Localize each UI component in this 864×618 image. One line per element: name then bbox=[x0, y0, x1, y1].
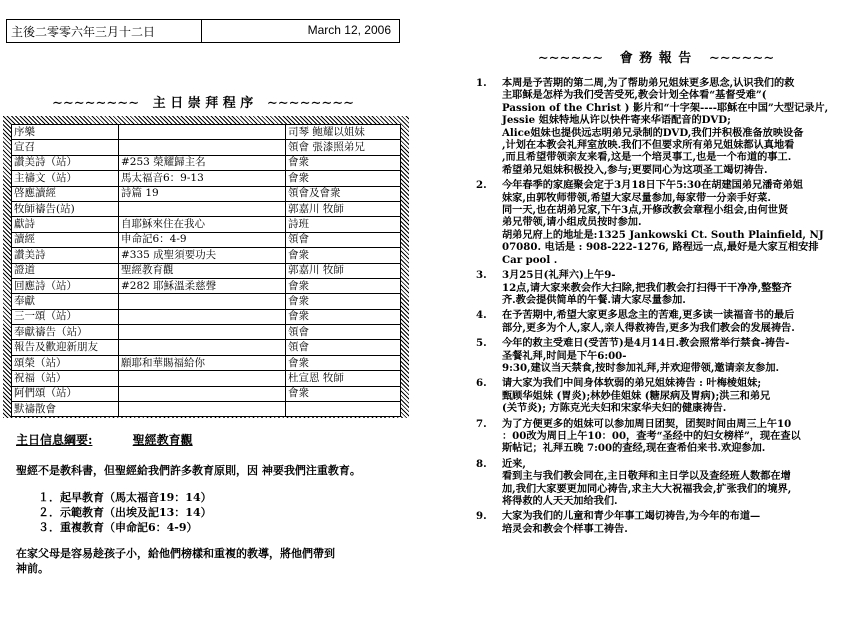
service-item: 證道 bbox=[12, 263, 119, 278]
service-leader: 會衆 bbox=[286, 386, 401, 401]
service-item: 阿們頌（站） bbox=[12, 386, 119, 401]
service-content bbox=[119, 125, 286, 140]
service-item: 主禱文（站） bbox=[12, 171, 119, 186]
service-item: 祝福（站） bbox=[12, 371, 119, 386]
service-content bbox=[119, 371, 286, 386]
service-content bbox=[119, 294, 286, 309]
service-content: 詩篇 19 bbox=[119, 186, 286, 201]
service-content bbox=[119, 309, 286, 324]
announcement-text bbox=[502, 309, 846, 334]
date-chinese: 主後二零零六年三月十二日 bbox=[7, 20, 202, 42]
announcement-number: 5. bbox=[476, 337, 487, 350]
announcement-item bbox=[476, 458, 846, 508]
service-order-row bbox=[12, 125, 401, 140]
announcement-line: 培灵会和教会个样事工祷告. bbox=[502, 522, 628, 535]
announcement-line: 部分,更多为个人,家人,亲人得救祷告,更多为我们教会的发展祷告. bbox=[502, 321, 795, 334]
announcement-number: 6. bbox=[476, 377, 487, 390]
service-order-row bbox=[12, 140, 401, 155]
service-leader: 領會 bbox=[286, 340, 401, 355]
service-item: 奉獻 bbox=[12, 294, 119, 309]
service-order-row bbox=[12, 201, 401, 216]
announcement-line: 胡弟兄府上的地址是:1325 Jankowski Ct. South Plainfield, NJ bbox=[502, 228, 824, 241]
service-order-row bbox=[12, 186, 401, 201]
service-order-row bbox=[12, 309, 401, 324]
announcement-item bbox=[476, 510, 846, 535]
service-order-row bbox=[12, 402, 401, 417]
service-item: 啓應讀經 bbox=[12, 186, 119, 201]
wave-ornament-right: ∼∼∼∼∼∼ bbox=[708, 51, 775, 66]
announcement-number: 9. bbox=[476, 510, 487, 523]
announcement-line: 为了方便更多的姐妹可以参加周日团契，团契时间由周三上午10 bbox=[502, 417, 792, 430]
service-content: #282 耶穌溫柔慈聲 bbox=[119, 278, 286, 293]
announcements-list bbox=[476, 77, 846, 538]
service-item: 奉獻禱告（站） bbox=[12, 325, 119, 340]
announcement-line: 今年春季的家庭聚会定于3月18日下午5:30在胡建国弟兄潘奇弟姐 bbox=[502, 179, 803, 192]
service-leader: 領會 bbox=[286, 325, 401, 340]
announcement-line: 斯帖记；礼拜五晚 7:00的查经,现在查希伯来书.欢迎参加. bbox=[502, 442, 766, 455]
announcement-line: 甄顾华姐妹 (胃炎);林妙佳姐妹 (糖尿病及胃病);洪三和弟兄 bbox=[502, 389, 771, 402]
service-item: 讀經 bbox=[12, 232, 119, 247]
announcement-number: 2. bbox=[476, 179, 487, 192]
service-content bbox=[119, 140, 286, 155]
service-leader: 郭嘉川 牧師 bbox=[286, 201, 401, 216]
announcement-line: 9:30,建议当天禁食,按时参加礼拜,并欢迎带领,邀请亲友参加. bbox=[502, 361, 780, 374]
date-english: March 12, 2006 bbox=[307, 23, 391, 37]
service-item: 牧師禱告(站) bbox=[12, 201, 119, 216]
service-order-table bbox=[11, 124, 401, 417]
sermon-point: ３．重複教育（申命記6：4-9） bbox=[38, 521, 198, 534]
service-order-row bbox=[12, 325, 401, 340]
service-leader bbox=[286, 402, 401, 417]
service-item: 回應詩（站） bbox=[12, 278, 119, 293]
service-item: 頌榮（站） bbox=[12, 355, 119, 370]
announcement-line: 加,我们大家要更加同心祷告,求主大大祝福我会,扩张我们的境界, bbox=[502, 482, 792, 495]
service-leader: 會衆 bbox=[286, 278, 401, 293]
announcements-title-text: 會 務 報 告 bbox=[619, 51, 693, 66]
announcement-item bbox=[476, 309, 846, 334]
sermon-outline-label: 主日信息綱要: bbox=[16, 433, 93, 447]
service-order-row bbox=[12, 386, 401, 401]
service-content bbox=[119, 201, 286, 216]
announcement-line: Jessie 姐妹特地从许以快件寄来华语配音的DVD; bbox=[502, 114, 731, 127]
announcement-item bbox=[476, 269, 846, 306]
service-leader: 會衆 bbox=[286, 355, 401, 370]
service-order-row bbox=[12, 171, 401, 186]
sermon-points bbox=[38, 490, 212, 535]
service-order-frame bbox=[3, 116, 409, 418]
announcement-text bbox=[502, 337, 846, 374]
service-order-row bbox=[12, 278, 401, 293]
service-order-row bbox=[12, 340, 401, 355]
announcement-line: 请大家为我们中间身体软弱的弟兄姐妹祷告 : 叶梅棱姐妹; bbox=[502, 377, 762, 390]
announcement-number: 4. bbox=[476, 309, 487, 322]
announcement-line: 希望弟兄姐妹积极投入,参与;更要同心为这项圣工竭切祷告. bbox=[502, 163, 768, 176]
service-item: 讚美詩（站） bbox=[12, 155, 119, 170]
service-content bbox=[119, 325, 286, 340]
announcement-line: 看到主与我们教会同在,主日敬拜和主日学以及查经班人数都在增 bbox=[502, 470, 791, 483]
service-order-row bbox=[12, 294, 401, 309]
announcement-line: 今年的救主受难日(受苦节)是4月14日.教会照常举行禁食-祷告- bbox=[502, 337, 790, 350]
service-item: 默禱散會 bbox=[12, 402, 119, 417]
service-content bbox=[119, 402, 286, 417]
sermon-topic: 聖經教育觀 bbox=[132, 433, 193, 447]
announcement-line: Alice姐妹也提供远志明弟兄录制的DVD,我们并积极准备放映设备 bbox=[502, 126, 804, 139]
announcement-line: 本周是予苦期的第二周,为了帮助弟兄姐妹更多思念,认识我们的救 bbox=[502, 77, 795, 89]
service-order-row bbox=[12, 355, 401, 370]
announcement-text bbox=[502, 179, 846, 266]
announcement-line: 妹家,由郭牧师带领,希望大家尽量参加,每家带一分亲手好菜. bbox=[502, 191, 771, 204]
wave-ornament-left: ∼∼∼∼∼∼ bbox=[537, 51, 604, 66]
service-order-row bbox=[12, 155, 401, 170]
announcement-item bbox=[476, 418, 846, 455]
service-content bbox=[119, 340, 286, 355]
announcement-text bbox=[502, 377, 846, 414]
announcement-line: 齐.教会提供简单的午餐.请大家尽量参加. bbox=[502, 293, 686, 306]
service-leader: 領會 bbox=[286, 232, 401, 247]
announcement-line: Car pool . bbox=[502, 253, 558, 266]
service-leader: 司琴 鲍耀以姐妹 bbox=[286, 125, 401, 140]
announcement-line: ：00改为周日上午10：00，查考“圣经中的妇女榜样”，现在查以 bbox=[502, 429, 801, 442]
announcement-line: 大家为我们的儿童和青少年事工竭切祷告,为今年的布道— bbox=[502, 510, 761, 523]
announcement-text bbox=[502, 269, 846, 306]
announcement-line: 12点,请大家来教会作大扫除,把我们教会打扫得干干净净,整整齐 bbox=[502, 281, 792, 294]
service-leader: 領會 張漆照弟兄 bbox=[286, 140, 401, 155]
service-item: 獻詩 bbox=[12, 217, 119, 232]
announcement-line: (关节炎); 方陈克光夫妇和宋家华夫妇的健康祷告. bbox=[502, 402, 727, 415]
announcement-line: 在予苦期中,希望大家更多思念主的苦难,更多读一读福音书的最后 bbox=[502, 309, 795, 322]
announcement-text bbox=[502, 510, 846, 535]
service-content: 申命記6：4-9 bbox=[119, 232, 286, 247]
service-item: 讚美詩 bbox=[12, 248, 119, 263]
service-content: 自耶穌來住在我心 bbox=[119, 217, 286, 232]
service-content: 聖經教育觀 bbox=[119, 263, 286, 278]
announcement-number: 7. bbox=[476, 417, 487, 430]
service-order-title bbox=[18, 92, 388, 111]
service-order-row bbox=[12, 232, 401, 247]
service-content: #253 榮耀歸主名 bbox=[119, 155, 286, 170]
service-leader: 會衆 bbox=[286, 309, 401, 324]
announcement-line: 圣餐礼拜,时间是下午6:00- bbox=[502, 349, 627, 362]
announcement-line: 主耶稣是怎样为我们受苦受死,教会计划全体看“基督受难”( bbox=[502, 89, 767, 102]
service-leader: 郭嘉川 牧師 bbox=[286, 263, 401, 278]
service-leader: 詩班 bbox=[286, 217, 401, 232]
service-content bbox=[119, 386, 286, 401]
announcement-line: 将得救的人天天加给我们. bbox=[502, 495, 618, 507]
announcement-number: 1. bbox=[476, 77, 487, 89]
sermon-point: １．起早教育（馬太福音19：14） bbox=[38, 491, 212, 504]
announcement-line: 弟兄带领,请小组成员按时参加. bbox=[502, 216, 642, 229]
sermon-intro: 聖經不是教科書，但聖經給我們許多教育原則，因 神要我們注重教育。 bbox=[16, 464, 361, 477]
sermon-outline-heading bbox=[16, 431, 193, 448]
service-order-row bbox=[12, 371, 401, 386]
announcement-line: ,计划在本教会礼拜室放映.我们不但要求所有弟兄姐妹都认真地看 bbox=[502, 139, 795, 152]
wave-ornament-left: ∼∼∼∼∼∼∼∼ bbox=[51, 96, 140, 111]
announcement-text bbox=[502, 458, 846, 508]
announcement-line: Passion of the Christ ) 影片和“十字架----耶稣在中国”大型记录片, bbox=[502, 101, 829, 114]
announcement-line: 同一天,也在胡弟兄家,下午3点,开修改教会章程小组会,由何世贤 bbox=[502, 204, 789, 217]
sermon-point: ２．示範教育（出埃及記13：14） bbox=[38, 506, 212, 519]
announcement-line: 3月25日(礼拜六)上午9- bbox=[502, 269, 616, 282]
service-item: 三一頌（站） bbox=[12, 309, 119, 324]
sermon-conclusion bbox=[16, 546, 396, 576]
service-order-row bbox=[12, 217, 401, 232]
announcement-number: 8. bbox=[476, 457, 487, 470]
service-leader: 會衆 bbox=[286, 155, 401, 170]
service-leader: 領會及會衆 bbox=[286, 186, 401, 201]
service-leader: 杜宣恩 牧師 bbox=[286, 371, 401, 386]
announcement-line: 近来, bbox=[502, 457, 526, 470]
wave-ornament-right: ∼∼∼∼∼∼∼∼ bbox=[266, 96, 355, 111]
announcement-line: ,而且希望带领亲友来看,这是一个培灵事工,也是一个布道的事工. bbox=[502, 151, 792, 164]
date-box bbox=[6, 19, 400, 43]
announcement-item bbox=[476, 377, 846, 414]
service-content: 願耶和華賜福給你 bbox=[119, 355, 286, 370]
service-leader: 會衆 bbox=[286, 171, 401, 186]
service-content: #335 成聖須要功夫 bbox=[119, 248, 286, 263]
service-order-row bbox=[12, 263, 401, 278]
announcement-item bbox=[476, 179, 846, 266]
service-item: 宣召 bbox=[12, 140, 119, 155]
announcement-line: 07080. 电话是 : 908-222-1276, 路程远一点,最好是大家互相安排 bbox=[502, 241, 819, 254]
service-order-row bbox=[12, 248, 401, 263]
announcement-text bbox=[502, 77, 846, 176]
announcement-item bbox=[476, 337, 846, 374]
service-leader: 會衆 bbox=[286, 248, 401, 263]
service-leader: 會衆 bbox=[286, 294, 401, 309]
sermon-conclusion-line: 神前。 bbox=[16, 562, 49, 575]
service-item: 報告及歡迎新朋友 bbox=[12, 340, 119, 355]
announcement-item bbox=[476, 77, 846, 176]
announcement-text bbox=[502, 418, 846, 455]
sermon-conclusion-line: 在家父母是容易趁孩子小，給他們榜樣和重複的教導，將他們帶到 bbox=[16, 547, 335, 560]
service-item: 序樂 bbox=[12, 125, 119, 140]
announcements-title bbox=[506, 47, 806, 66]
service-content: 馬太福音6：9-13 bbox=[119, 171, 286, 186]
announcement-number: 3. bbox=[476, 269, 487, 282]
service-order-title-text: 主 日 崇 拜 程 序 bbox=[152, 96, 254, 111]
